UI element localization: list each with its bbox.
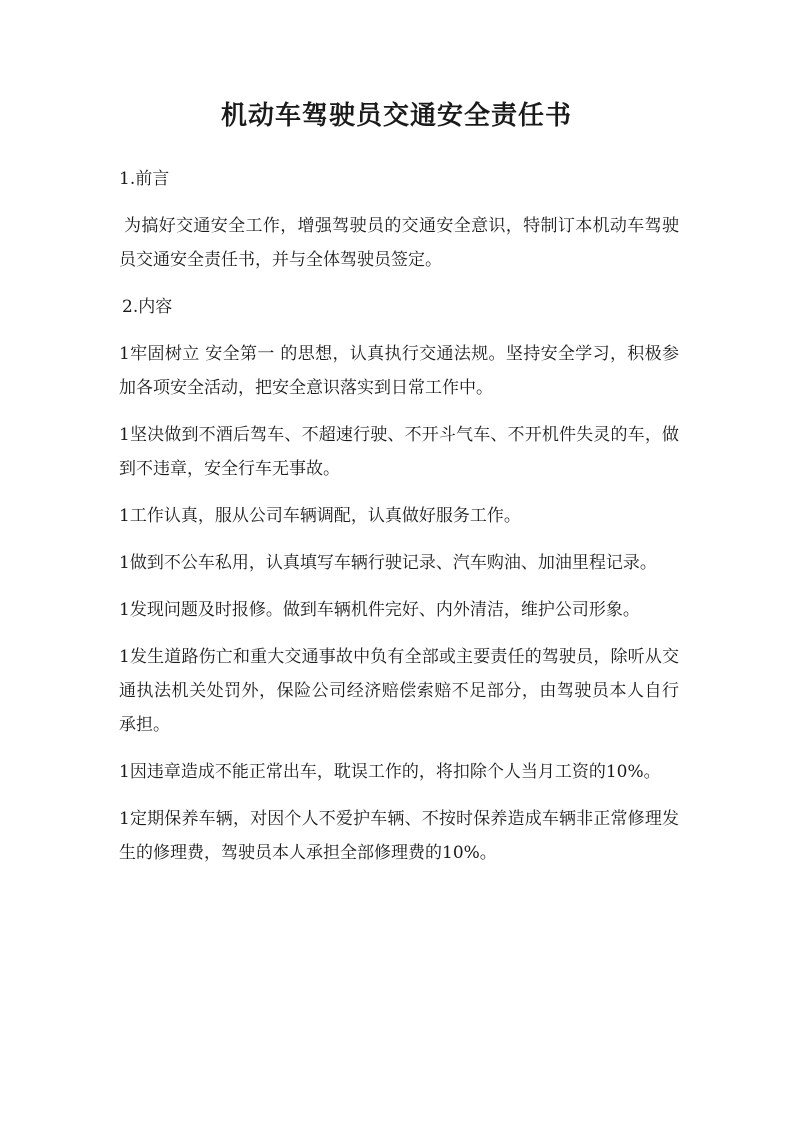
content-item-7: 1因违章造成不能正常出车，耽误工作的，将扣除个人当月工资的10%。	[119, 762, 661, 782]
content-item-3: 1工作认真，服从公司车辆调配，认真做好服务工作。	[119, 506, 521, 526]
content-item-5: 1发现问题及时报修。做到车辆机件完好、内外清洁，维护公司形象。	[119, 600, 640, 620]
preface-paragraph: 为搞好交通安全工作，增强驾驶员的交通安全意识，特制订本机动车驾驶员交通安全责任书，并与全体驾驶员签定。	[119, 216, 679, 270]
content-item-2: 1坚决做到不酒后驾车、不超速行驶、不开斗气车、不开机件失灵的车，做到不违章，安全行车无事故。	[119, 425, 679, 479]
content-item-6: 1发生道路伤亡和重大交通事故中负有全部或主要责任的驾驶员，除听从交通执法机关处罚外，保险公司经济赔偿索赔不足部分，由驾驶员本人自行承担。	[119, 647, 679, 735]
content-item-8: 1定期保养车辆，对因个人不爱护车辆、不按时保养造成车辆非正常修理发生的修理费，驾驶员本人承担全部修理费的10%。	[119, 809, 679, 863]
preface-heading: 1.前言	[119, 169, 170, 189]
document-body	[119, 162, 679, 883]
content-item-1: 1牢固树立 安全第一 的思想，认真执行交通法规。坚持安全学习，积极参加各项安全活动，把安全意识落实到日常工作中。	[119, 344, 679, 398]
content-heading: 2.内容	[122, 297, 173, 317]
document-title: 机动车驾驶员交通安全责任书	[220, 101, 572, 131]
content-item-4: 1做到不公车私用，认真填写车辆行驶记录、汽车购油、加油里程记录。	[119, 553, 657, 573]
